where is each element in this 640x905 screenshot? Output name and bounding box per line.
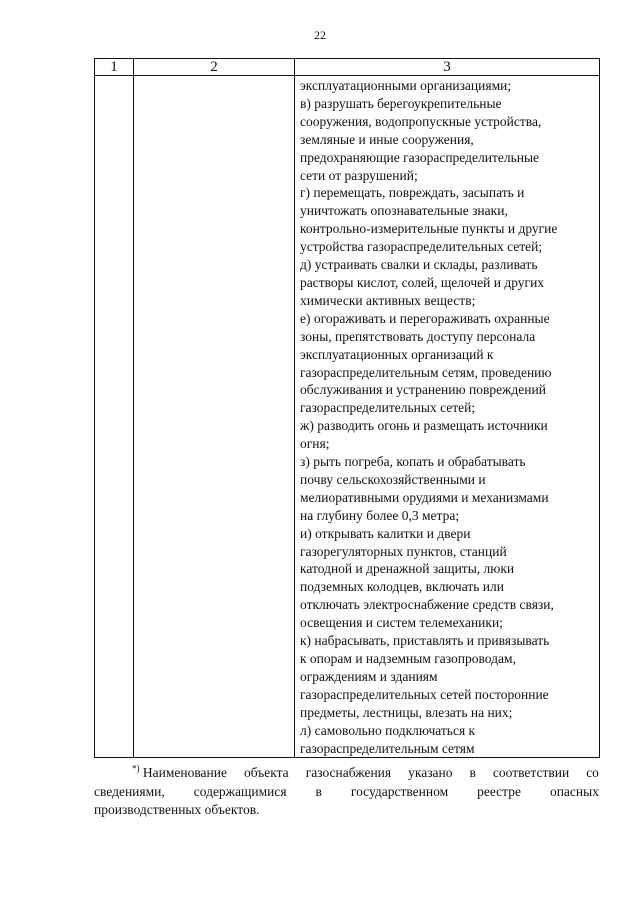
cell-column-3 bbox=[295, 76, 600, 758]
text-line: газораспределительным сетям, проведению bbox=[300, 364, 552, 380]
text-line: освещения и систем телемеханики; bbox=[300, 615, 503, 631]
footnote-word: сведениями, bbox=[94, 783, 165, 799]
footnote-word: газоснабжения bbox=[305, 765, 392, 780]
footnote-word: соответствии bbox=[492, 765, 570, 780]
text-line: сооружения, водопропускные устройства, bbox=[300, 113, 542, 129]
text-line: мелиоративными орудиями и механизмами bbox=[300, 489, 549, 505]
text-line: з) рыть погреба, копать и обрабатывать bbox=[300, 454, 526, 470]
footnote-word: содержащимися bbox=[193, 783, 287, 799]
text-line: катодной и дренажной защиты, люки bbox=[300, 561, 515, 577]
footnote-first-word bbox=[132, 764, 227, 783]
text-line: газораспределительных сетей; bbox=[300, 400, 476, 416]
footnote-word: со bbox=[586, 765, 599, 780]
page-number: 22 bbox=[314, 28, 326, 42]
text-line: растворы кислот, солей, щелочей и других bbox=[300, 274, 545, 290]
table-header-row bbox=[95, 59, 600, 76]
text-line: подземных колодцев, включать или bbox=[300, 579, 504, 595]
text-line: огня; bbox=[300, 436, 330, 452]
text-line: эксплуатационных организаций к bbox=[300, 346, 494, 362]
text-line: почву сельскохозяйственными и bbox=[300, 471, 486, 487]
text-line: к) набрасывать, приставлять и привязывать bbox=[300, 633, 550, 649]
footnote bbox=[94, 764, 599, 820]
text-line: уничтожать опознавательные знаки, bbox=[300, 203, 508, 219]
text-line: д) устраивать свалки и склады, разливать bbox=[300, 257, 538, 273]
text-line: предметы, лестницы, влезать на них; bbox=[300, 704, 513, 720]
text-line: зоны, препятствовать доступу персонала bbox=[300, 328, 536, 344]
text-line: предохраняющие газораспределительные bbox=[300, 149, 540, 165]
text-line: в) разрушать берегоукрепительные bbox=[300, 95, 502, 111]
text-line: л) самовольно подключаться к bbox=[300, 722, 476, 738]
footnote-word: в bbox=[469, 765, 476, 780]
text-line: ж) разводить огонь и размещать источники bbox=[300, 418, 548, 434]
table-row bbox=[95, 76, 600, 758]
text-line: сети от разрушений; bbox=[300, 167, 418, 183]
footnote-line-1 bbox=[94, 764, 599, 783]
footnote-word: Наименование bbox=[142, 765, 227, 780]
cell-column-2 bbox=[134, 76, 295, 758]
footnote-word: указано bbox=[408, 765, 453, 780]
text-line: эксплуатационными организациями; bbox=[300, 78, 512, 93]
text-line: газораспределительным сетям bbox=[300, 740, 475, 756]
document-table bbox=[94, 58, 600, 758]
text-line: е) огораживать и перегораживать охранные bbox=[300, 310, 550, 326]
restrictions-text bbox=[295, 76, 599, 757]
text-line: химически активных веществ; bbox=[300, 292, 476, 308]
footnote-word: в bbox=[315, 783, 322, 799]
footnote-line-3: производственных объектов. bbox=[94, 802, 260, 817]
text-line: контрольно-измерительные пункты и другие bbox=[300, 221, 558, 237]
footnote-marker: *) bbox=[132, 763, 140, 774]
text-line: к опорам и надземным газопроводам, bbox=[300, 651, 516, 666]
footnote-word: объекта bbox=[243, 765, 289, 780]
header-cell-2: 2 bbox=[134, 59, 295, 76]
header-cell-3: 3 bbox=[295, 59, 600, 76]
text-line: г) перемещать, повреждать, засыпать и bbox=[300, 185, 525, 201]
cell-column-1 bbox=[95, 76, 134, 758]
footnote-word: опасных bbox=[549, 783, 599, 799]
text-line: ограждениям и зданиям bbox=[300, 668, 438, 684]
text-line: газорегуляторных пунктов, станций bbox=[300, 543, 507, 559]
header-cell-1: 1 bbox=[95, 59, 134, 76]
footnote-line-2 bbox=[94, 783, 599, 802]
footnote-word: реестре bbox=[477, 783, 521, 799]
text-line: земляные и иные сооружения, bbox=[300, 131, 474, 147]
footnote-word: государственном bbox=[350, 783, 449, 799]
text-line: на глубину более 0,3 метра; bbox=[300, 507, 460, 523]
text-line: и) открывать калитки и двери bbox=[300, 525, 471, 541]
text-line: отключать электроснабжение средств связи, bbox=[300, 597, 554, 613]
text-line: обслуживания и устранению повреждений bbox=[300, 382, 546, 398]
text-line: устройства газораспределительных сетей; bbox=[300, 239, 543, 255]
text-line: газораспределительных сетей посторонние bbox=[300, 686, 549, 702]
